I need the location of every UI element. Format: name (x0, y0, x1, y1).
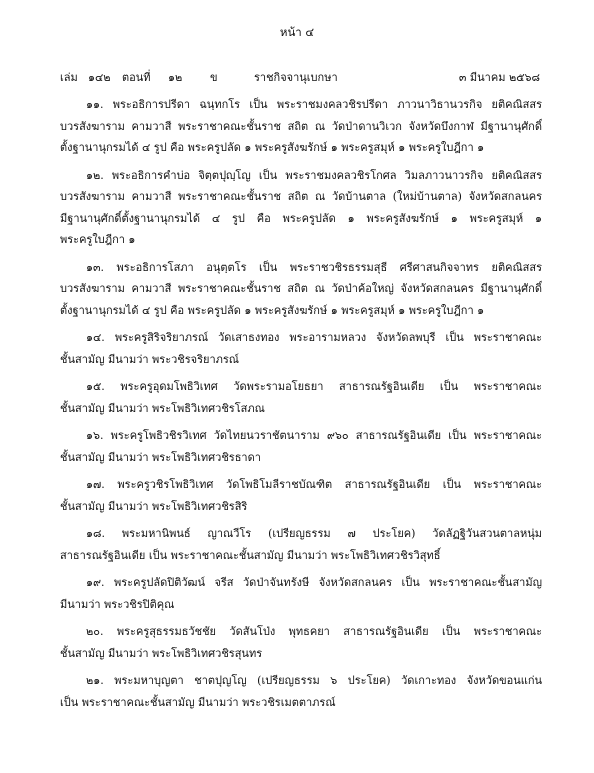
entry-first-line: ๑๑. พระอธิการปรีดา ฉนฺทกโร เป็น พระราชมงคลวชิรปรีดา ภาวนาวิธานวรกิจ ยติคณิสสร (86, 98, 542, 111)
page-number: หน้า ๔ (279, 25, 315, 39)
entry-first-line: ๑๘. พระมหานิพนธ์ ญาณวีโร (เปรียญธรรม ๗ ประโยค) วัดลัฏฐิวันสวนตาลหนุ่ม (86, 527, 542, 541)
entry-continuation-line: บวรสังฆาราม คามวาสี พระราชาคณะชั้นราช สถิต ณ วัดบ้านตาล (ใหม่บ้านตาล) จังหวัดสกลนคร (60, 190, 542, 204)
gazette-header-line (60, 68, 540, 84)
entry-continuation-line: ชั้นสามัญ มีนามว่า พระโพธิวิเทศวชิรโสภณ (60, 401, 265, 415)
entry-continuation-line: ชั้นสามัญ มีนามว่า พระวชิรจริยาภรณ์ (60, 352, 240, 366)
appointment-entry (60, 165, 542, 251)
appointment-entry (60, 523, 542, 566)
appointment-entry (60, 327, 542, 370)
entry-continuation-line: ชั้นสามัญ มีนามว่า พระโพธิวิเทศวชิรธาดา (60, 450, 261, 464)
volume-label: เล่ม (60, 71, 78, 84)
entry-continuation-line: ตั้งฐานานุกรมได้ ๔ รูป คือ พระครูปลัด ๑ พระครูสังฆรักษ์ ๑ พระครูสมุห์ ๑ พระครูใบฎีกา ๑ (60, 303, 485, 317)
appointment-list (60, 94, 542, 719)
entry-first-line: ๑๔. พระครูสิริจริยาภรณ์ วัดเสาธงทอง พระอารามหลวง จังหวัดลพบุรี เป็น พระราชาคณะ (86, 331, 542, 345)
entry-continuation-line: บวรสังฆาราม คามวาสี พระราชาคณะชั้นราช สถิต ณ วัดป่าค้อใหญ่ จังหวัดสกลนคร มีฐานานุศักดิ์ (60, 282, 542, 296)
section-letter: ข (210, 71, 218, 84)
entry-continuation-line: บวรสังฆาราม คามวาสี พระราชาคณะชั้นราช สถิต ณ วัดป่าดานวิเวก จังหวัดบึงกาฬ มีฐานานุศักดิ์ (60, 119, 542, 133)
part-number: ๑๒ (168, 71, 183, 84)
entry-continuation-line: มีฐานานุศักดิ์ตั้งฐานานุกรมได้ ๔ รูป คือ พระครูปลัด ๑ พระครูสังฆรักษ์ ๑ พระครูสมุห์ ๑ (60, 211, 542, 225)
entry-first-line: ๑๗. พระครูวชิรโพธิวิเทศ วัดโพธิโมลีราชบัณฑิต สาธารณรัฐอินเดีย เป็น พระราชาคณะ (86, 478, 542, 492)
entry-first-line: ๑๓. พระอธิการโสภา อนุตฺตโร เป็น พระราชวชิรธรรมสุธี ศรีศาสนกิจจาทร ยติคณิสสร (86, 260, 542, 274)
entry-first-line: ๒๐. พระครูสุธรรมธวัชชัย วัดสันโป่ง พุทธคยา สาธารณรัฐอินเดีย เป็น พระราชาคณะ (86, 625, 542, 639)
appointment-entry (60, 257, 542, 322)
entry-continuation-line: ชั้นสามัญ มีนามว่า พระโพธิวิเทศวชิรสิริ (60, 499, 248, 513)
entry-continuation-line: ชั้นสามัญ มีนามว่า พระโพธิวิเทศวชิรสุนทร (60, 646, 263, 660)
entry-first-line: ๑๖. พระครูโพธิวชิรวิเทศ วัดไทยนวราชัตนาราม ๙๖๐ สาธารณรัฐอินเดีย เป็น พระราชาคณะ (86, 429, 542, 443)
appointment-entry (60, 572, 542, 615)
entry-continuation-line: มีนามว่า พระวชิรปิติคุณ (60, 597, 175, 611)
entry-first-line: ๑๒. พระอธิการคำบ่อ จิตฺตปุญฺโญ เป็น พระราชมงคลวชิรโกศล วิมลภาวนาวรกิจ ยติคณิสสร (86, 168, 542, 182)
entry-continuation-line: ตั้งฐานานุกรมได้ ๔ รูป คือ พระครูปลัด ๑ พระครูสังฆรักษ์ ๑ พระครูสมุห์ ๑ พระครูใบฎีกา ๑ (60, 141, 485, 155)
entry-first-line: ๒๑. พระมหาบุญตา ชาตปุญโญ (เปรียญธรรม ๖ ประโยค) วัดเกาะทอง จังหวัดขอนแก่น (86, 674, 542, 688)
appointment-entry (60, 94, 542, 159)
entry-first-line: ๑๙. พระครูปลัดปิติวัฒน์ จรีส วัดป่าจันทรังษี จังหวัดสกลนคร เป็น พระราชาคณะชั้นสามัญ (86, 576, 542, 590)
part-label: ตอนที่ (122, 71, 151, 84)
entry-first-line: ๑๕. พระครูอุดมโพธิวิเทศ วัดพระรามอโยธยา สาธารณรัฐอินเดีย เป็น พระราชาคณะ (86, 380, 542, 394)
volume-number: ๑๔๒ (88, 71, 111, 84)
entry-continuation-line: เป็น พระราชาคณะชั้นสามัญ มีนามว่า พระวชิรเมตตาภรณ์ (60, 695, 336, 709)
appointment-entry (60, 425, 542, 468)
appointment-entry (60, 376, 542, 419)
gazette-name: ราชกิจจานุเบกษา (254, 71, 338, 84)
entry-continuation-line: สาธารณรัฐอินเดีย เป็น พระราชาคณะชั้นสามัญ มีนามว่า พระโพธิวิเทศวชิรวิสุทธิ์ (60, 548, 441, 562)
appointment-entry (60, 621, 542, 664)
appointment-entry (60, 474, 542, 517)
appointment-entry (60, 670, 542, 713)
publication-date: ๓ มีนาคม ๒๕๖๘ (458, 71, 540, 84)
entry-continuation-line: พระครูใบฎีกา ๑ (60, 233, 136, 247)
